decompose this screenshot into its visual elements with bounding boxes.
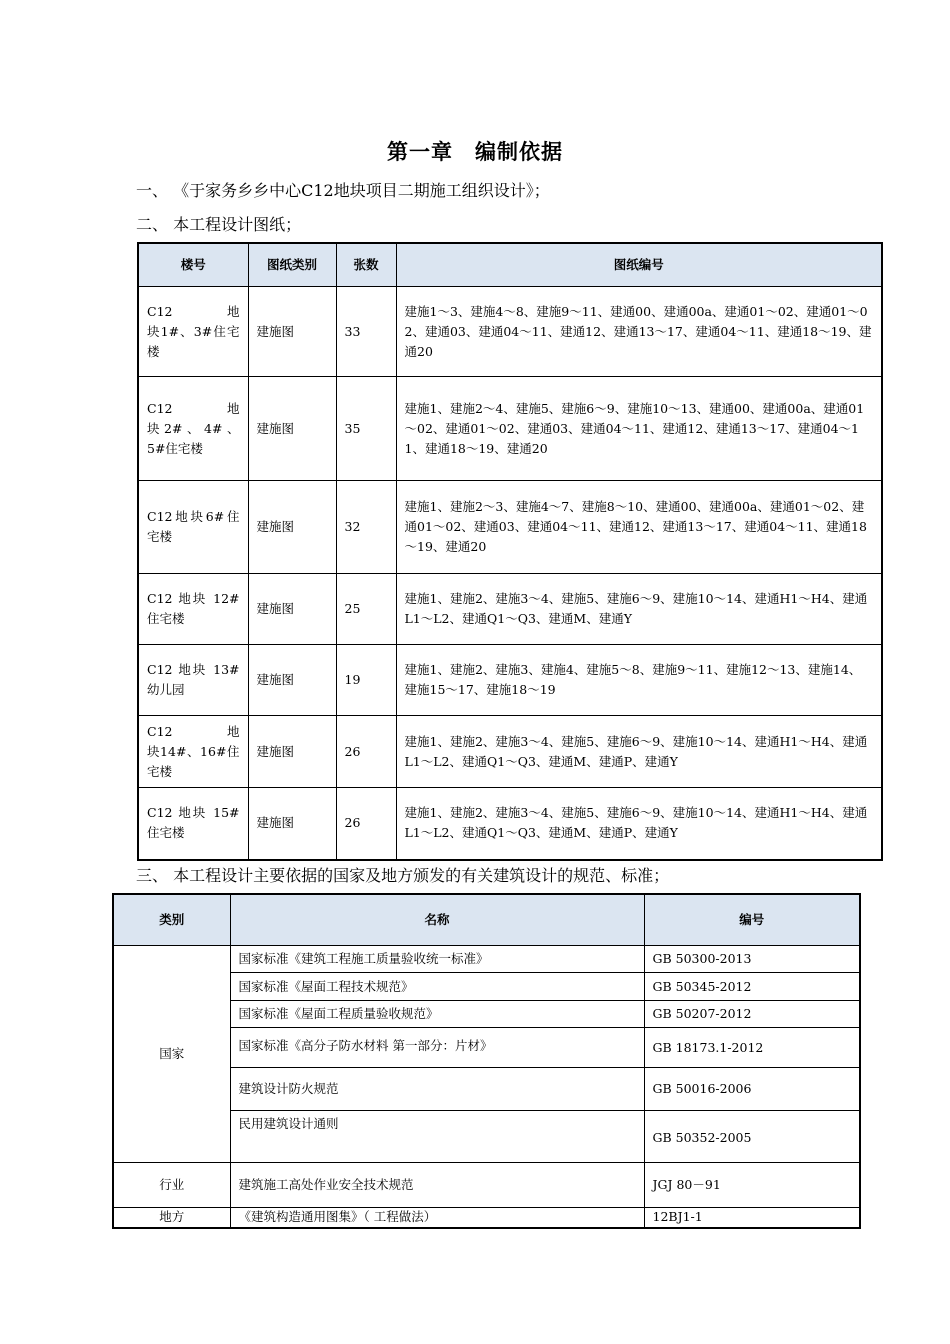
building-cell: C12 地 块2#、4#、5#住宅楼 — [138, 377, 248, 481]
type-cell: 建施图 — [248, 287, 336, 377]
standard-code: 12BJ1-1 — [644, 1208, 860, 1228]
standard-name: 建筑施工高处作业安全技术规范 — [230, 1163, 644, 1208]
table-row — [138, 574, 882, 645]
building-cell: C12 地块 12#住宅楼 — [138, 574, 248, 645]
table-row — [138, 716, 882, 788]
header-drawing-type: 图纸类别 — [248, 243, 336, 287]
table-header-row — [138, 243, 882, 287]
standard-code: GB 18173.1-2012 — [644, 1028, 860, 1068]
count-cell: 19 — [336, 645, 396, 716]
building-cell: C12地块6#住宅楼 — [138, 481, 248, 574]
building-cell: C12 地块 13#幼儿园 — [138, 645, 248, 716]
building-cell: C12 地 块14#、16#住宅楼 — [138, 716, 248, 788]
standard-code: GB 50345-2012 — [644, 973, 860, 1001]
standard-name: 建筑设计防火规范 — [230, 1068, 644, 1111]
table-row — [138, 377, 882, 481]
table-row — [138, 645, 882, 716]
header-code: 编号 — [644, 894, 860, 946]
building-cell: C12 地块 15#住宅楼 — [138, 788, 248, 860]
basis-item-2: 二、 本工程设计图纸； — [136, 215, 302, 234]
type-cell: 建施图 — [248, 716, 336, 788]
count-cell: 25 — [336, 574, 396, 645]
standard-name: 国家标准《屋面工程质量验收规范》 — [230, 1001, 644, 1028]
standard-code: GB 50207-2012 — [644, 1001, 860, 1028]
type-cell: 建施图 — [248, 481, 336, 574]
count-cell: 33 — [336, 287, 396, 377]
codes-cell: 建施1～3、建施4～8、建施9～11、建通00、建通00a、建通01～02、建通01～02、建通03、建通04～11、建通12、建通13～17、建通04～11、建通18～19、建通20 — [396, 287, 882, 377]
codes-cell: 建施1、建施2、建施3～4、建施5、建施6～9、建施10～14、建通H1～H4、建通L1～L2、建通Q1～Q3、建通M、建通P、建通Y — [396, 716, 882, 788]
standard-code: GB 50016-2006 — [644, 1068, 860, 1111]
table-row — [113, 1208, 860, 1228]
category-cell-national: 国家 — [113, 946, 230, 1163]
table-header-row — [113, 894, 860, 946]
header-count: 张数 — [336, 243, 396, 287]
building-cell: C12 地 块1#、3#住宅楼 — [138, 287, 248, 377]
count-cell: 35 — [336, 377, 396, 481]
standard-code: GB 50352-2005 — [644, 1111, 860, 1163]
type-cell: 建施图 — [248, 377, 336, 481]
type-cell: 建施图 — [248, 574, 336, 645]
table-row — [138, 287, 882, 377]
drawings-table — [137, 242, 883, 861]
codes-cell: 建施1、建施2、建施3～4、建施5、建施6～9、建施10～14、建通H1～H4、建通L1～L2、建通Q1～Q3、建通M、建通Y — [396, 574, 882, 645]
table-row — [113, 946, 860, 973]
standard-name: 《建筑构造通用图集》（ 工程做法） — [230, 1208, 644, 1228]
count-cell: 26 — [336, 788, 396, 860]
type-cell: 建施图 — [248, 645, 336, 716]
standard-name: 民用建筑设计通则 — [230, 1111, 644, 1163]
standards-table — [112, 893, 861, 1229]
header-name: 名称 — [230, 894, 644, 946]
table-row — [113, 1163, 860, 1208]
chapter-title: 第一章 编制依据 — [387, 140, 563, 164]
standard-name: 国家标准《建筑工程施工质量验收统一标准》 — [230, 946, 644, 973]
header-category: 类别 — [113, 894, 230, 946]
table-row — [138, 788, 882, 860]
count-cell: 26 — [336, 716, 396, 788]
count-cell: 32 — [336, 481, 396, 574]
basis-item-1: 一、 《于家务乡乡中心C12地块项目二期施工组织设计》； — [136, 181, 550, 200]
table-row — [138, 481, 882, 574]
codes-cell: 建施1、建施2、建施3、建施4、建施5～8、建施9～11、建施12～13、建施14、建施15～17、建施18～19 — [396, 645, 882, 716]
category-cell-local: 地方 — [113, 1208, 230, 1228]
standard-code: JGJ 80－91 — [644, 1163, 860, 1208]
header-building: 楼号 — [138, 243, 248, 287]
standard-name: 国家标准《屋面工程技术规范》 — [230, 973, 644, 1001]
category-cell-industry: 行业 — [113, 1163, 230, 1208]
header-drawing-codes: 图纸编号 — [396, 243, 882, 287]
standard-name: 国家标准《高分子防水材料 第一部分：片材》 — [230, 1028, 644, 1068]
codes-cell: 建施1、建施2～3、建施4～7、建施8～10、建通00、建通00a、建通01～02、建通01～02、建通03、建通04～11、建通12、建通13～17、建通04～11、建通18～19、建通20 — [396, 481, 882, 574]
codes-cell: 建施1、建施2～4、建施5、建施6～9、建施10～13、建通00、建通00a、建通01～02、建通01～02、建通03、建通04～11、建通12、建通13～17、建通04～11、建通18～19、建通20 — [396, 377, 882, 481]
codes-cell: 建施1、建施2、建施3～4、建施5、建施6～9、建施10～14、建通H1～H4、建通L1～L2、建通Q1～Q3、建通M、建通P、建通Y — [396, 788, 882, 860]
basis-item-3: 三、 本工程设计主要依据的国家及地方颁发的有关建筑设计的规范、标准； — [136, 866, 670, 885]
standard-code: GB 50300-2013 — [644, 946, 860, 973]
type-cell: 建施图 — [248, 788, 336, 860]
